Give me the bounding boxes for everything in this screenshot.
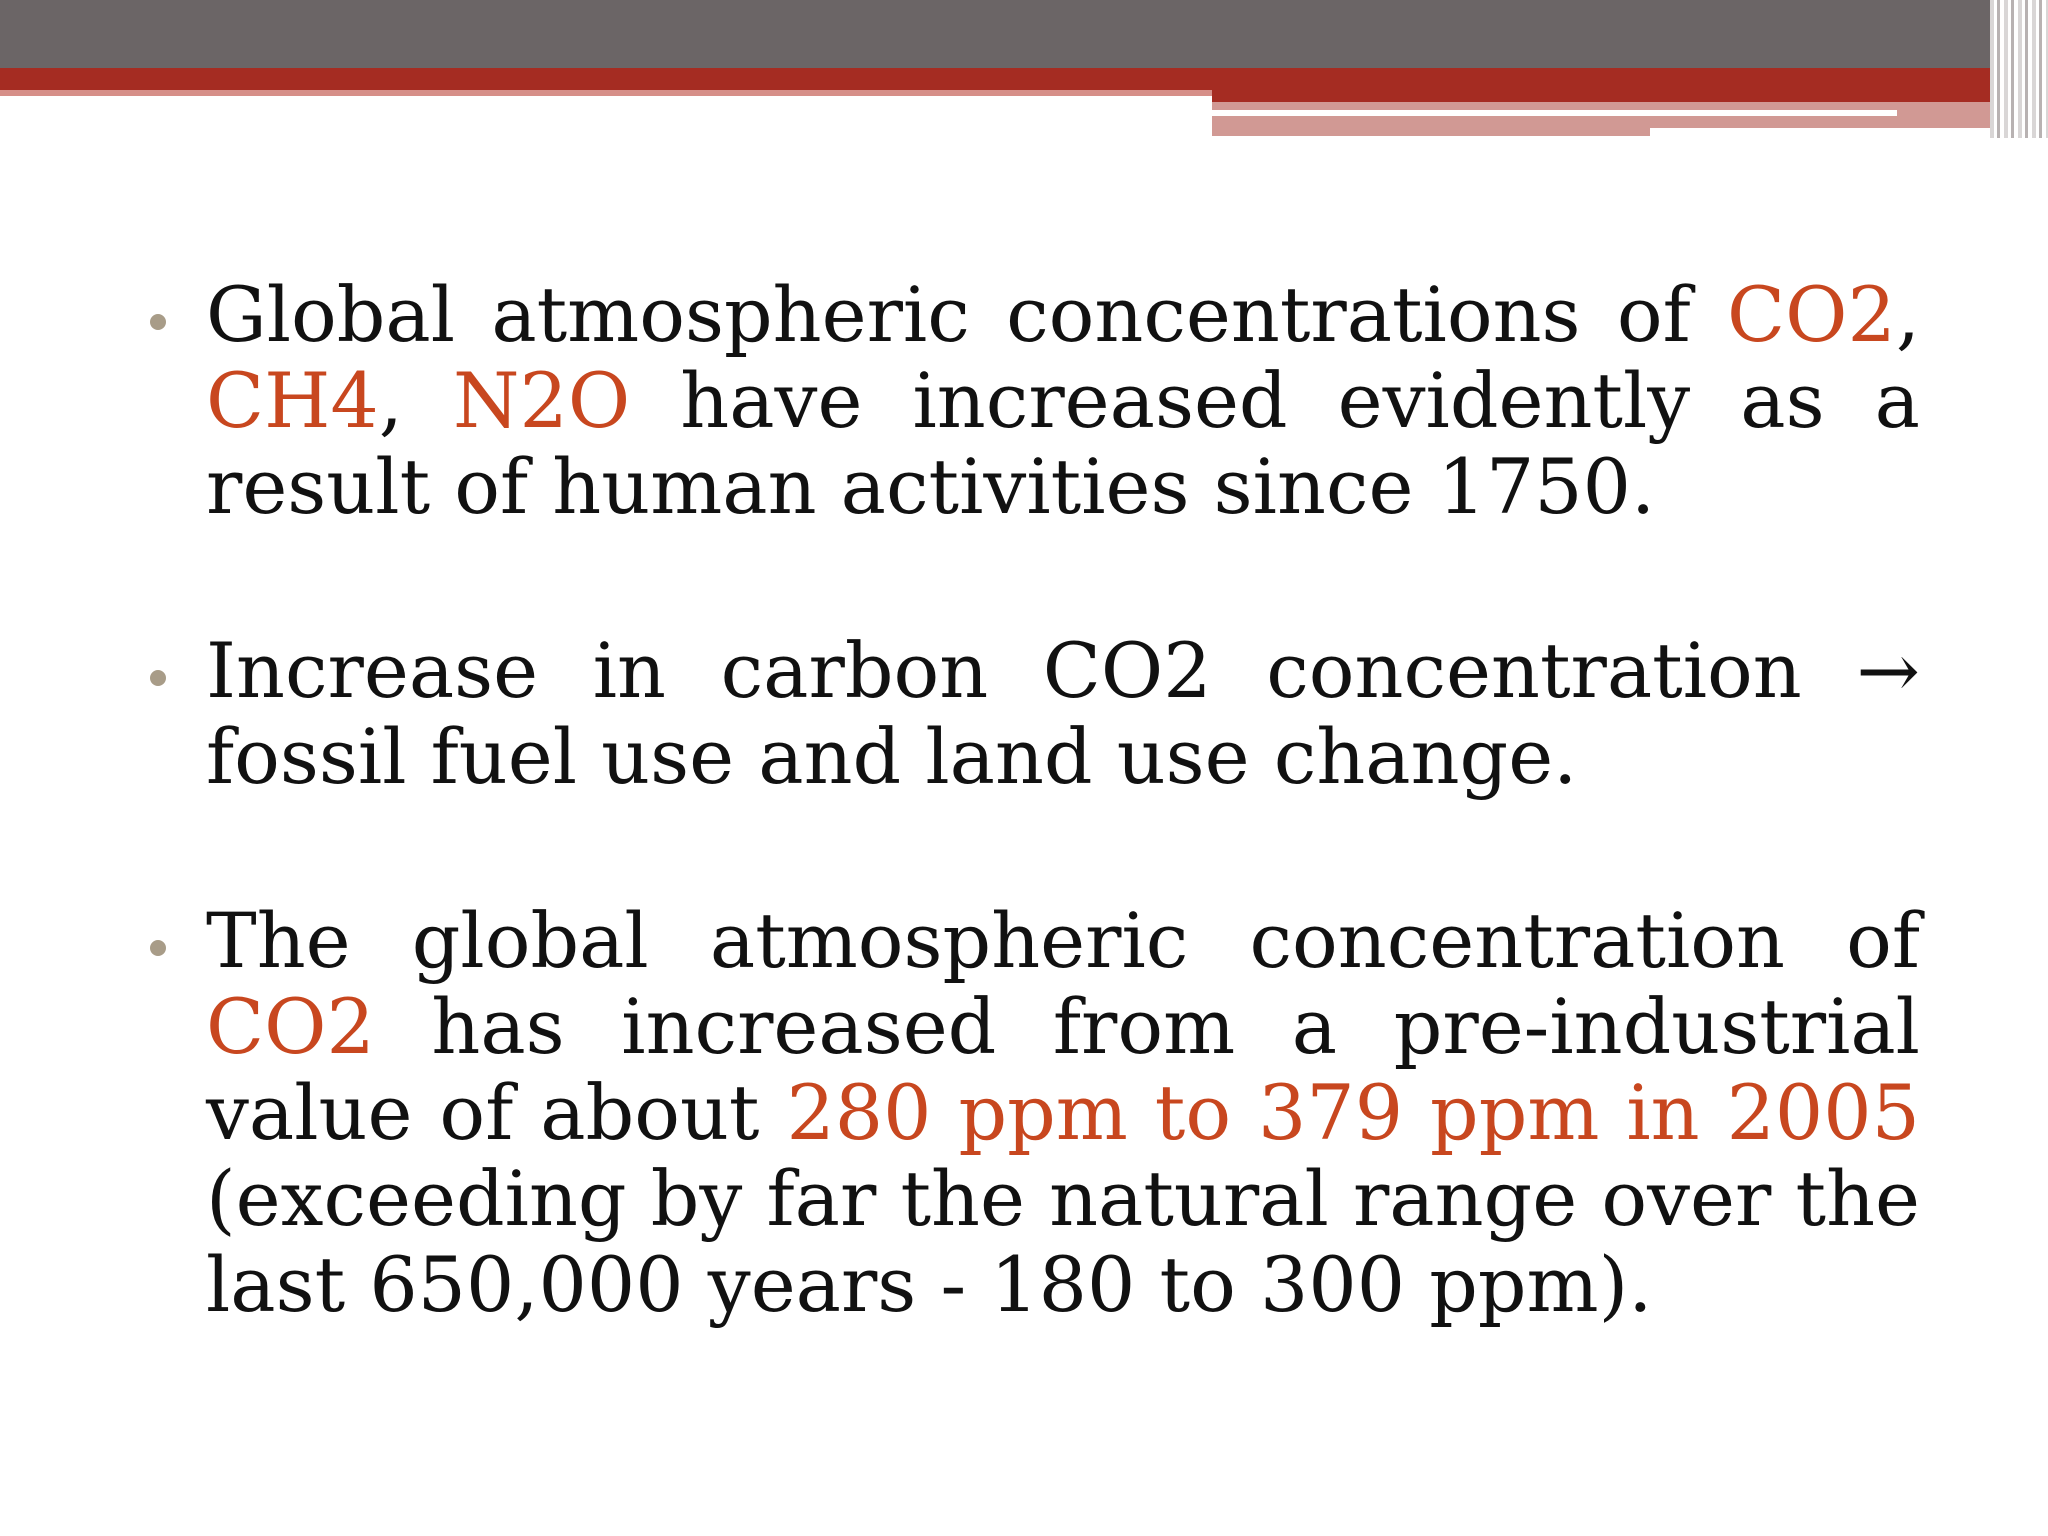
bullet-3-range: 280 ppm to 379 ppm in 2005	[786, 1068, 1920, 1157]
bullet-1-text-b: have increased evidently as a result of human activities since 1750.	[206, 356, 1920, 531]
bullet-item-1	[140, 272, 1920, 530]
bullet-1-ch4: CH4	[206, 356, 379, 445]
slide-content	[140, 272, 1920, 1426]
bullet-3-text-a: The global atmospheric concentration of	[206, 896, 1920, 985]
bullet-item-2	[140, 628, 1920, 800]
bullet-3-text-b: has increased from a pre-industrial value of about	[206, 982, 1920, 1157]
bullet-1-n2o: N2O	[453, 356, 631, 445]
bullet-3-co2: CO2	[206, 982, 375, 1071]
bullet-2-text: Increase in carbon CO2 concentration → fossil fuel use and land use change.	[206, 626, 1920, 801]
bullet-1-text-a: Global atmospheric concentrations of	[206, 270, 1728, 359]
header-white-line	[1212, 110, 1897, 116]
header-white-line-2	[1650, 128, 2024, 136]
header-edge-stripes	[1990, 0, 2048, 138]
header-red-bar-right	[1212, 68, 2024, 102]
bullet-1-co2: CO2	[1727, 270, 1896, 359]
bullet-3-text-c: (exceeding by far the natural range over the last 650,000 years - 180 to 300 ppm).	[206, 1154, 1920, 1329]
bullet-item-3	[140, 898, 1920, 1328]
header-red-bar	[0, 68, 1212, 90]
bullet-1-sep-1: ,	[1895, 270, 1920, 359]
header-gray-bar	[0, 0, 2048, 68]
bullet-1-sep-2: ,	[378, 356, 454, 445]
header-pink-line	[0, 90, 1212, 96]
bullet-list	[140, 272, 1920, 1328]
